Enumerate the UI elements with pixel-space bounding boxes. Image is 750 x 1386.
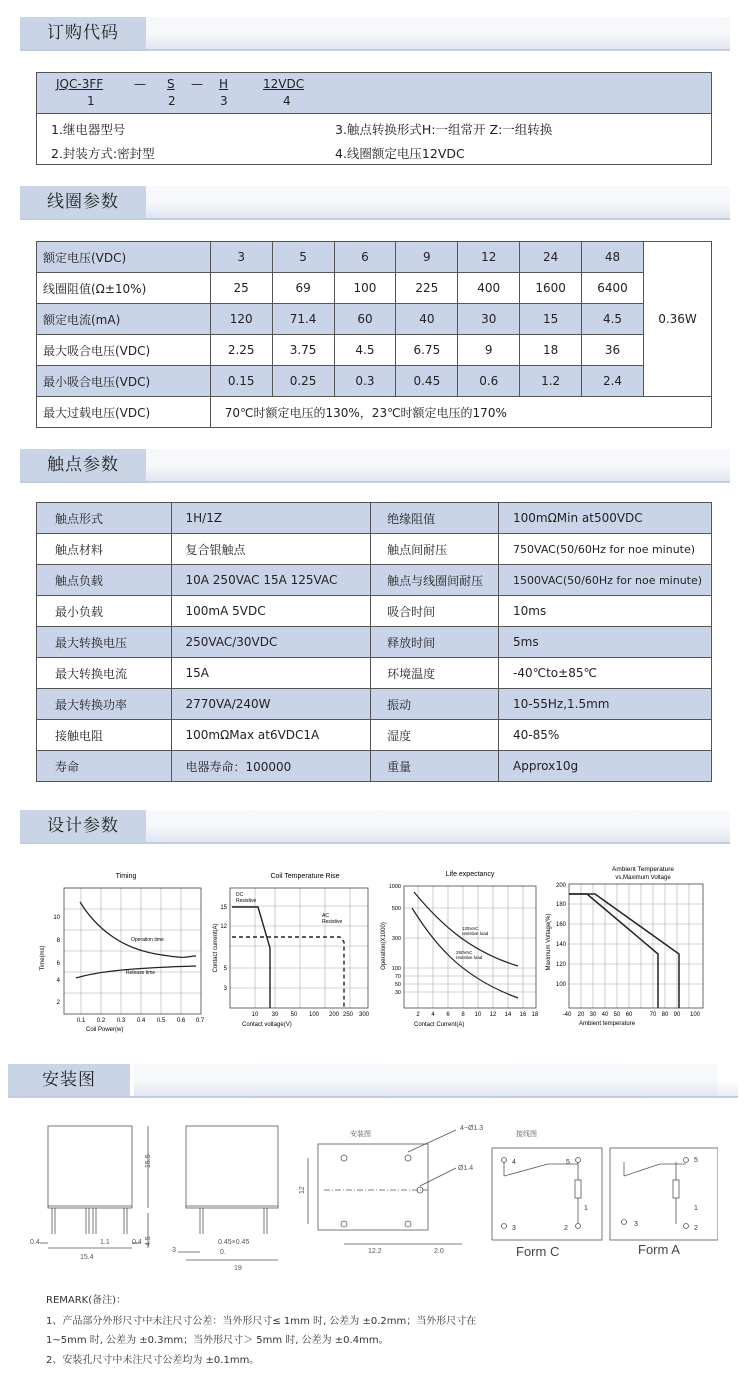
ambient-line-2	[569, 894, 679, 1008]
series-label: 125VAC	[462, 926, 479, 931]
contact-row	[37, 596, 712, 627]
chart-grid	[404, 886, 536, 1008]
chart-title: Coil Temperature Rise	[270, 873, 340, 880]
param-value: 10ms	[499, 596, 712, 627]
cell: 120	[210, 304, 272, 335]
y-label: Contact current(A)	[213, 923, 219, 973]
cell: 0.45	[396, 366, 458, 397]
remark-title: REMARK(备注)：	[46, 1295, 127, 1306]
y-tick: 100	[555, 982, 566, 988]
y-ticks	[389, 884, 401, 996]
contact-table	[36, 502, 712, 782]
cell: 30	[458, 304, 520, 335]
param-label: 最小负载	[37, 596, 172, 627]
cell: 0.6	[458, 366, 520, 397]
y-tick: 2	[56, 1000, 60, 1006]
pin-label: 5	[694, 1157, 698, 1164]
x-label: Ambient temperature	[579, 1021, 636, 1027]
row-label: 最小吸合电压(VDC)	[37, 366, 211, 397]
plot-frame	[404, 886, 536, 1008]
x-tick: 40	[601, 1012, 609, 1018]
ac-resistive-line	[232, 937, 344, 1008]
series-label: AC	[322, 913, 329, 919]
chart-grid	[64, 888, 201, 1014]
y-tick: 160	[555, 922, 566, 928]
contact-row	[37, 627, 712, 658]
cell: 3	[210, 242, 272, 273]
section-title: 订购代码	[20, 17, 146, 49]
cell: 2.25	[210, 335, 272, 366]
x-tick: 0.6	[176, 1018, 186, 1024]
cell: 69	[272, 273, 334, 304]
param-label: 接触电阻	[37, 720, 172, 751]
hole-label: 4−Ø1.3	[460, 1125, 484, 1132]
y-tick: 200	[555, 883, 566, 889]
pin-label: 1	[694, 1205, 698, 1212]
x-tick: 8	[461, 1012, 465, 1018]
cell: 3.75	[272, 335, 334, 366]
code-part-model: JQC-3FF	[56, 77, 104, 91]
x-tick: -40	[562, 1012, 572, 1018]
form-a-label: Form A	[638, 1242, 680, 1257]
y-tick: 70	[394, 974, 401, 980]
wire-title: 接线图	[516, 1131, 537, 1138]
cell: 36	[582, 335, 644, 366]
remark-line: 2、安装孔尺寸中未注尺寸公差均为 ±0.1mm。	[46, 1355, 260, 1366]
x-tick: 0.3	[116, 1018, 126, 1024]
code-part-voltage: 12VDC	[263, 77, 305, 91]
param-label: 最大转换功率	[37, 689, 172, 720]
x-ticks	[77, 1018, 205, 1024]
code-dash: —	[134, 77, 146, 91]
code-num-3: 3	[220, 94, 228, 108]
y-tick: 120	[555, 962, 566, 968]
chart-grid	[230, 888, 368, 1008]
x-tick: 50	[290, 1012, 298, 1018]
x-label: Contact Current(A)	[414, 1022, 465, 1028]
row-label: 线圈阻值(Ω±10%)	[37, 273, 211, 304]
code-num-4: 4	[283, 94, 291, 108]
temperature-chart	[210, 868, 375, 1038]
section-title: 线圈参数	[20, 186, 146, 218]
series-label: resistive load	[462, 931, 489, 936]
cell: 60	[334, 304, 396, 335]
coil-row-current	[37, 304, 712, 335]
y-tick: 100	[391, 966, 401, 972]
code-part-form: H	[219, 77, 229, 91]
cell: 40	[396, 304, 458, 335]
wiring-form-c-drawing	[492, 1148, 602, 1240]
dim-label: 15.4	[80, 1254, 94, 1261]
chart-subtitle: vs.Maximum Voltage	[615, 875, 671, 881]
y-ticks	[53, 915, 60, 1006]
param-label: 环境温度	[371, 658, 499, 689]
contact-row	[37, 503, 712, 534]
param-label: 触点材料	[37, 534, 172, 565]
param-label: 触点间耐压	[371, 534, 499, 565]
x-ticks	[563, 1012, 701, 1018]
dim-label: 12	[299, 1186, 306, 1194]
mount-title: 安装图	[350, 1131, 371, 1138]
y-tick: 5	[223, 966, 227, 972]
param-value: Approx10g	[499, 751, 712, 782]
row-label: 额定电压(VDC)	[37, 242, 211, 273]
cell: 48	[582, 242, 644, 273]
installation-drawings	[28, 1118, 718, 1290]
x-tick: 14	[504, 1012, 512, 1018]
plot-frame	[569, 884, 703, 1008]
x-tick: 90	[673, 1012, 681, 1018]
row-label: 最大吸合电压(VDC)	[37, 335, 211, 366]
code-num-1: 1	[87, 94, 95, 108]
coil-row-resistance	[37, 273, 712, 304]
cell: 0.3	[334, 366, 396, 397]
mounting-hole-drawing	[308, 1130, 462, 1244]
order-code-box	[36, 72, 712, 165]
series-label: 250VAC	[456, 950, 473, 955]
section-title: 触点参数	[20, 449, 146, 481]
param-label: 振动	[371, 689, 499, 720]
code-part-seal: S	[167, 77, 175, 91]
cell: 9	[458, 335, 520, 366]
pin-label: 3	[634, 1221, 638, 1228]
param-value: 5ms	[499, 627, 712, 658]
cell: 225	[396, 273, 458, 304]
param-value: 100mΩMax at6VDC1A	[171, 720, 371, 751]
cell: 400	[458, 273, 520, 304]
chart-title: Life expectancy	[445, 871, 495, 878]
y-tick: 3	[223, 986, 227, 992]
param-value: 10-55Hz,1.5mm	[499, 689, 712, 720]
x-tick: 100	[689, 1012, 701, 1018]
timing-chart	[36, 868, 206, 1038]
dim-label: 4.5	[145, 1236, 152, 1246]
y-label: Maximum Voltage(%)	[546, 913, 552, 971]
dim-label: 15.5	[145, 1154, 152, 1168]
series-label: Resistive	[236, 898, 257, 904]
coil-row-min-pickup	[37, 366, 712, 397]
cell: 18	[520, 335, 582, 366]
wiring-form-a-drawing	[610, 1148, 718, 1240]
x-tick: 16	[519, 1012, 527, 1018]
y-tick: 6	[56, 961, 60, 967]
coil-row-max-pickup	[37, 335, 712, 366]
param-value: 1500VAC(50/60Hz for noe minute)	[499, 565, 712, 596]
param-label: 触点形式	[37, 503, 172, 534]
cell: 4.5	[582, 304, 644, 335]
section-header-order	[20, 17, 730, 51]
y-tick: 30	[394, 990, 401, 996]
y-tick: 8	[56, 938, 60, 944]
param-label: 绝缘阻值	[371, 503, 499, 534]
x-tick: 4	[431, 1012, 435, 1018]
cell: 0.25	[272, 366, 334, 397]
contact-row	[37, 534, 712, 565]
contact-row	[37, 689, 712, 720]
life-expectancy-chart	[378, 866, 543, 1036]
param-label: 湿度	[371, 720, 499, 751]
order-code-row	[37, 73, 711, 114]
y-tick: 50	[394, 982, 401, 988]
hole-label: Ø1.4	[458, 1165, 474, 1172]
chart-title: Timing	[115, 873, 137, 880]
param-value: 750VAC(50/60Hz for noe minute)	[499, 534, 712, 565]
x-tick: 0.7	[195, 1018, 205, 1024]
param-value: 复合银触点	[171, 534, 371, 565]
contact-row	[37, 565, 712, 596]
y-tick: 12	[220, 924, 227, 930]
order-item-3: 3.触点转换形式H:一组常开 Z:一组转换	[335, 122, 553, 137]
section-header-coil	[20, 186, 730, 220]
dim-label: 0.4	[132, 1239, 142, 1246]
dim-label: 0.	[220, 1249, 226, 1256]
y-tick: 180	[555, 902, 566, 908]
pin-label: 2	[694, 1225, 698, 1232]
param-label: 寿命	[37, 751, 172, 782]
param-label: 最大转换电压	[37, 627, 172, 658]
x-tick: 12	[489, 1012, 497, 1018]
x-tick: 200	[328, 1012, 340, 1018]
form-c-label: Form C	[516, 1244, 560, 1259]
y-tick: 500	[391, 906, 401, 912]
x-tick: 10	[251, 1012, 259, 1018]
y-tick: 15	[220, 905, 227, 911]
dim-label: 19	[234, 1265, 242, 1272]
x-tick: 80	[661, 1012, 669, 1018]
x-tick: 6	[446, 1012, 450, 1018]
param-value: 100mΩMin at500VDC	[499, 503, 712, 534]
param-label: 触点与线圈间耐压	[371, 565, 499, 596]
x-tick: 50	[613, 1012, 621, 1018]
x-tick: 250	[342, 1012, 354, 1018]
param-value: 40-85%	[499, 720, 712, 751]
cell: 2.4	[582, 366, 644, 397]
code-dash: —	[191, 77, 203, 91]
section-header-design	[20, 810, 730, 844]
y-ticks	[556, 883, 567, 988]
ambient-line-1	[569, 894, 658, 1008]
pin-label: 1	[584, 1205, 588, 1212]
x-tick: 18	[531, 1012, 539, 1018]
pin-label: 3	[512, 1225, 516, 1232]
param-label: 重量	[371, 751, 499, 782]
x-tick: 30	[589, 1012, 597, 1018]
x-tick: 10	[474, 1012, 482, 1018]
cell: 1.2	[520, 366, 582, 397]
cell: 15	[520, 304, 582, 335]
section-title: 设计参数	[20, 810, 146, 842]
remark-line: 1、产品部分外形尺寸中未注尺寸公差：当外形尺寸≤ 1mm 时, 公差为 ±0.2mm；当外形尺寸在	[46, 1316, 477, 1327]
x-tick: 30	[271, 1012, 279, 1018]
cell: 71.4	[272, 304, 334, 335]
dim-label: 1.1	[100, 1239, 110, 1246]
dim-label: 3	[172, 1247, 176, 1254]
y-label: Operation(X1000)	[381, 922, 387, 970]
series-label: DC	[236, 892, 244, 898]
x-tick: 0.4	[136, 1018, 146, 1024]
x-tick: 20	[577, 1012, 585, 1018]
cell: 100	[334, 273, 396, 304]
cell: 5	[272, 242, 334, 273]
row-label: 最大过载电压(VDC)	[37, 397, 211, 428]
y-tick: 300	[391, 936, 401, 942]
cell: 9	[396, 242, 458, 273]
order-item-4: 4.线圈额定电压12VDC	[335, 146, 465, 161]
cell: 6400	[582, 273, 644, 304]
cell: 1600	[520, 273, 582, 304]
dim-label: 12.2	[368, 1248, 382, 1255]
param-value: 10A 250VAC 15A 125VAC	[171, 565, 371, 596]
coil-row-overload	[37, 397, 712, 428]
cell: 6.75	[396, 335, 458, 366]
order-item-1: 1.继电器型号	[51, 122, 126, 137]
x-tick: 100	[308, 1012, 320, 1018]
y-tick: 1000	[388, 884, 401, 890]
x-label: Coil Power(w)	[86, 1027, 124, 1033]
code-num-2: 2	[168, 94, 176, 108]
pin-label: 2	[564, 1225, 568, 1232]
section-header-contact	[20, 449, 730, 483]
dim-label: 2.0	[434, 1248, 444, 1255]
dim-label: 0.4	[30, 1239, 40, 1246]
x-ticks	[416, 1012, 539, 1018]
x-label: Contact voltage(V)	[242, 1022, 292, 1028]
x-tick: 60	[625, 1012, 633, 1018]
param-label: 最大转换电流	[37, 658, 172, 689]
param-value: 2770VA/240W	[171, 689, 371, 720]
chart-grid	[569, 884, 703, 1008]
x-tick: 70	[649, 1012, 657, 1018]
overload-value: 70℃时额定电压的130%，23℃时额定电压的170%	[210, 397, 711, 428]
chart-title: Ambient Temperature	[611, 866, 675, 873]
section-header-install	[8, 1064, 738, 1098]
cell: 0.15	[210, 366, 272, 397]
remark-line: 1~5mm 时, 公差为 ±0.3mm；当外形尺寸＞ 5mm 时, 公差为 ±0.4mm。	[46, 1335, 389, 1346]
contact-row	[37, 658, 712, 689]
x-tick: 0.1	[76, 1018, 86, 1024]
dim-label: 0.45×0.45	[218, 1239, 250, 1246]
contact-row	[37, 751, 712, 782]
coil-table	[36, 241, 712, 428]
operation-time-line	[80, 902, 196, 957]
series-label: resistive load	[456, 955, 483, 960]
order-item-2: 2.封装方式:密封型	[51, 146, 155, 161]
pin-labels	[512, 1157, 698, 1232]
x-tick: 300	[358, 1012, 370, 1018]
y-ticks	[220, 905, 227, 992]
y-tick: 10	[53, 915, 60, 921]
x-tick: 0.2	[96, 1018, 106, 1024]
param-label: 释放时间	[371, 627, 499, 658]
cell: 6	[334, 242, 396, 273]
row-label: 额定电流(mA)	[37, 304, 211, 335]
series-label: Resistive	[322, 919, 343, 925]
y-tick: 4	[56, 978, 60, 984]
front-view-drawing	[40, 1126, 148, 1248]
y-label: Time(ms)	[40, 945, 46, 971]
param-value: 100mA 5VDC	[171, 596, 371, 627]
x-tick: 2	[416, 1012, 420, 1018]
param-label: 触点负载	[37, 565, 172, 596]
x-ticks	[252, 1012, 370, 1018]
y-tick: 140	[555, 942, 566, 948]
pin-label: 4	[512, 1159, 516, 1166]
series-label: Operation time	[131, 937, 164, 943]
param-value: 1H/1Z	[171, 503, 371, 534]
series-label: Release time	[126, 970, 156, 976]
param-value: 250VAC/30VDC	[171, 627, 371, 658]
cell: 4.5	[334, 335, 396, 366]
param-value: 15A	[171, 658, 371, 689]
cell: 25	[210, 273, 272, 304]
ambient-voltage-chart	[543, 862, 715, 1034]
x-tick: 0.5	[156, 1018, 166, 1024]
dc-resistive-line	[232, 907, 270, 1008]
section-title: 安装图	[8, 1064, 130, 1096]
coil-power: 0.36W	[643, 242, 711, 397]
cell: 24	[520, 242, 582, 273]
param-value: 电器寿命：100000	[171, 751, 371, 782]
pin-label: 5	[566, 1159, 570, 1166]
param-value: -40℃to±85℃	[499, 658, 712, 689]
param-label: 吸合时间	[371, 596, 499, 627]
cell: 12	[458, 242, 520, 273]
contact-row	[37, 720, 712, 751]
coil-row-rated-voltage	[37, 242, 712, 273]
